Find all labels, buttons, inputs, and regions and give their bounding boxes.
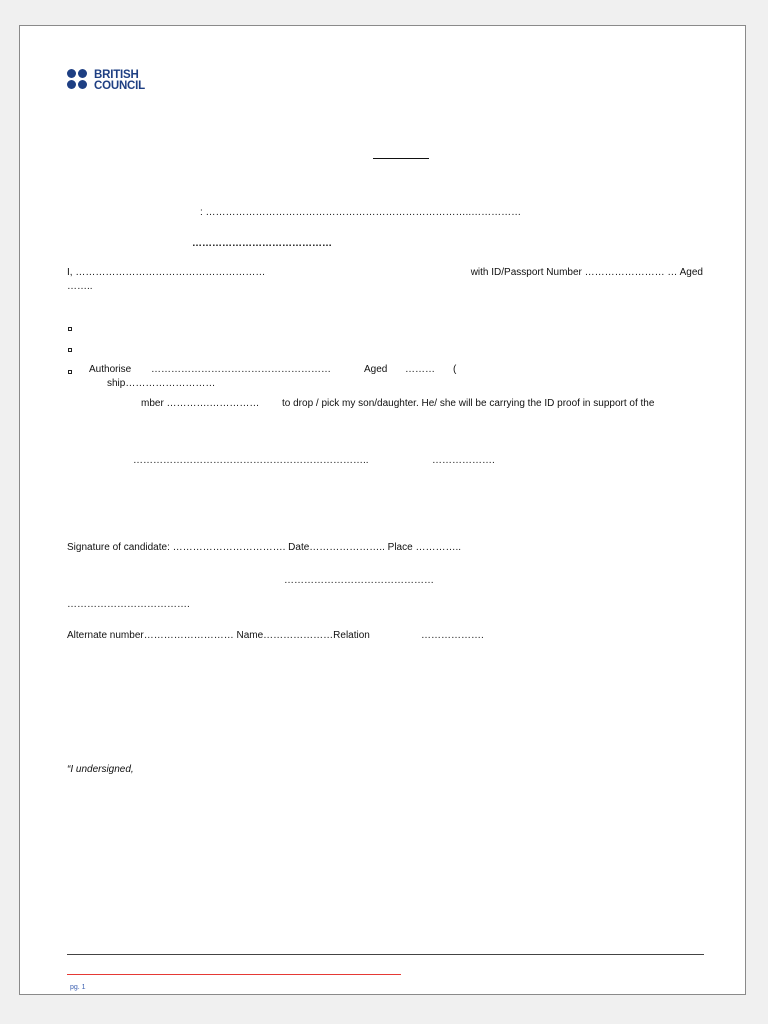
left-dots: ……………………………….: [67, 599, 190, 610]
checkbox-bullet-3: [68, 370, 72, 374]
colon-line: : ……………………………………………………………………..……………: [200, 207, 522, 218]
undersigned-text: “I undersigned,: [67, 764, 134, 775]
declaration-row: [67, 267, 703, 278]
center-dots: ………………………………………: [284, 575, 434, 586]
logo-line2: COUNCIL: [94, 80, 145, 92]
signature-candidate-line: Signature of candidate: ……………………………. Date………………….. Place …………..: [67, 542, 461, 553]
aged-label: Aged: [364, 364, 388, 375]
name-blank: I, …………………………………………………: [67, 267, 266, 278]
drop-pick-text: to drop / pick my son/daughter. He/ she will be carrying the ID proof in support of the: [282, 398, 655, 409]
checkbox-bullet-2: [68, 348, 72, 352]
open-paren: (: [453, 364, 457, 375]
id-passport-text: with ID/Passport Number …………………… … Aged: [470, 267, 703, 278]
bold-dots-line: ……………………………………: [192, 238, 332, 249]
aged-short-dots: ………: [405, 364, 435, 375]
alternate-number-line: Alternate number……………………… Name…………………Relation: [67, 630, 370, 641]
british-council-logo: [67, 69, 145, 93]
middle-dots-1: ……………………………………………………………..: [133, 455, 369, 466]
logo-line1: BRITISH: [94, 69, 139, 81]
middle-dots-2: ……………….: [432, 455, 495, 466]
authorise-dots: ………………………………………………: [151, 364, 331, 375]
title-underline: [373, 158, 429, 159]
relation-dots: ……………….: [421, 630, 484, 641]
logo-dots-icon: [67, 69, 89, 93]
checkbox-bullet-1: [68, 327, 72, 331]
footer-rule: [67, 954, 704, 955]
relationship-dots: ship………………………: [107, 378, 216, 389]
footer-red-line: [67, 974, 401, 975]
document-page: [19, 25, 746, 995]
aged-dots: ……..: [67, 281, 93, 292]
authorise-label: Authorise: [89, 364, 132, 375]
number-dots: mber ………….……………: [141, 398, 260, 409]
logo-text: [94, 70, 145, 92]
page-number: pg. 1: [70, 984, 86, 991]
